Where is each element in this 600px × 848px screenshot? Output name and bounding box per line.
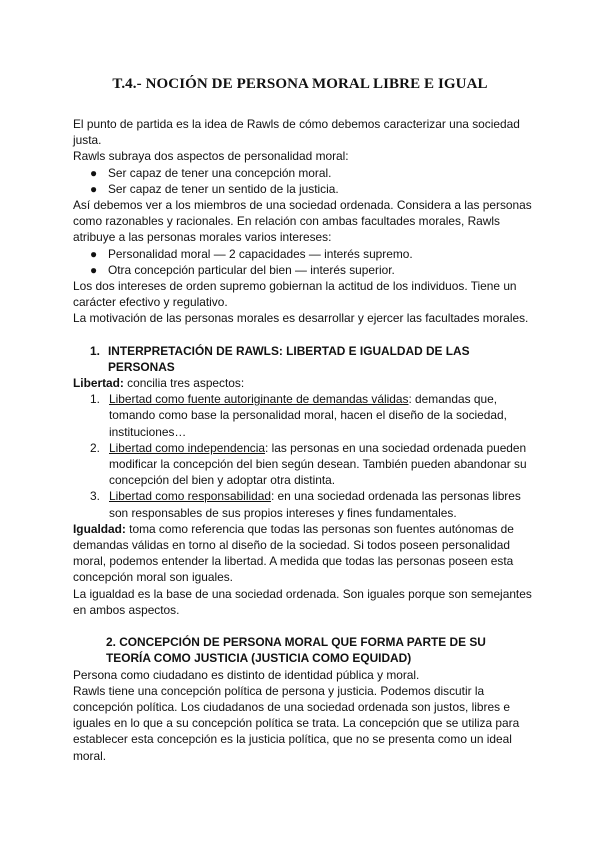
page-title: T.4.- NOCIÓN DE PERSONA MORAL LIBRE E IGUAL bbox=[112, 76, 488, 92]
bullet-icon: ● bbox=[90, 165, 98, 180]
term-text: toma como referencia que todas las personas son fuentes autónomas de demandas válidas en torno al diseño de la sociedad. Si todos poseen personalidad moral, podemos entender la libertad. A medida que todas las personas poseen esta concepción moral son iguales. bbox=[73, 521, 514, 585]
paragraph bbox=[73, 521, 533, 586]
list-number: 2. bbox=[90, 440, 100, 455]
section-heading bbox=[73, 343, 533, 375]
section-heading: 2. CONCEPCIÓN DE PERSONA MORAL QUE FORMA PARTE DE SU TEORÍA COMO JUSTICIA (JUSTICIA COMO EQUIDAD) bbox=[106, 635, 486, 666]
list-item-text: Personalidad moral — 2 capacidades — interés supremo. bbox=[108, 246, 413, 261]
term-text: concilia tres aspectos: bbox=[123, 376, 245, 391]
list-item-text: Ser capaz de tener un sentido de la justicia. bbox=[108, 181, 339, 196]
list-item bbox=[73, 440, 533, 489]
list-item-text: : demandas que, tomando como base la personalidad moral, hacen el diseño de la sociedad, instituciones… bbox=[109, 392, 507, 439]
term-label: Libertad: bbox=[73, 376, 124, 391]
list-item-text: Otra concepción particular del bien — interés superior. bbox=[108, 262, 395, 277]
underlined-term: Libertad como responsabilidad bbox=[109, 489, 271, 504]
paragraph: Persona como ciudadano es distinto de identidad pública y moral. bbox=[73, 667, 420, 682]
paragraph: La motivación de las personas morales es desarrollar y ejercer las facultades morales. bbox=[73, 311, 529, 326]
list-item bbox=[73, 391, 533, 440]
bullet-icon: ● bbox=[90, 181, 98, 196]
paragraph: Así debemos ver a los miembros de una sociedad ordenada. Considera a las personas como razonables y racionales. En relación con ambas facultades morales, Rawls atribuye a las personas morales varios intereses: bbox=[73, 198, 532, 245]
paragraph: La igualdad es la base de una sociedad ordenada. Son iguales porque son semejantes en ambos aspectos. bbox=[73, 586, 532, 617]
document-body bbox=[73, 116, 533, 764]
paragraph: El punto de partida es la idea de Rawls de cómo debemos caracterizar una sociedad justa. bbox=[73, 117, 520, 148]
list-item bbox=[73, 181, 533, 197]
list-item bbox=[73, 165, 533, 181]
list-item-text: : en una sociedad ordenada las personas libres son responsables de sus propios intereses y fines fundamentales. bbox=[109, 489, 521, 520]
list-number: 3. bbox=[90, 489, 100, 504]
list-item bbox=[73, 488, 533, 520]
bullet-icon: ● bbox=[90, 262, 98, 277]
bullet-icon: ● bbox=[90, 246, 98, 261]
paragraph bbox=[73, 375, 533, 391]
list-item bbox=[73, 262, 533, 278]
section-heading-text: INTERPRETACIÓN DE RAWLS: LIBERTAD E IGUALDAD DE LAS PERSONAS bbox=[108, 343, 470, 374]
list-number: 1. bbox=[90, 392, 100, 407]
paragraph: Los dos intereses de orden supremo gobiernan la actitud de los individuos. Tiene un carácter efectivo y regulativo. bbox=[73, 279, 517, 310]
paragraph: Rawls tiene una concepción política de persona y justicia. Podemos discutir la concepción política. Los ciudadanos de una sociedad ordenada son justos, libres e iguales en lo que a su concepción política se trata. La concepción que se utiliza para establecer esta concepción es la justicia política, que no se presenta como un ideal moral. bbox=[73, 683, 520, 763]
section-number: 1. bbox=[90, 343, 100, 358]
list-item-text: Ser capaz de tener una concepción moral. bbox=[108, 165, 332, 180]
paragraph: Rawls subraya dos aspectos de personalidad moral: bbox=[73, 149, 349, 164]
term-label: Igualdad: bbox=[73, 521, 126, 536]
list-item bbox=[73, 246, 533, 262]
underlined-term: Libertad como independencia bbox=[109, 440, 266, 455]
underlined-term: Libertad como fuente autoriginante de demandas válidas bbox=[109, 392, 409, 407]
list-item-text: : las personas en una sociedad ordenada pueden modificar la concepción del bien según desean. También pueden abandonar su concepción del bien y adoptar otra distinta. bbox=[109, 440, 527, 488]
